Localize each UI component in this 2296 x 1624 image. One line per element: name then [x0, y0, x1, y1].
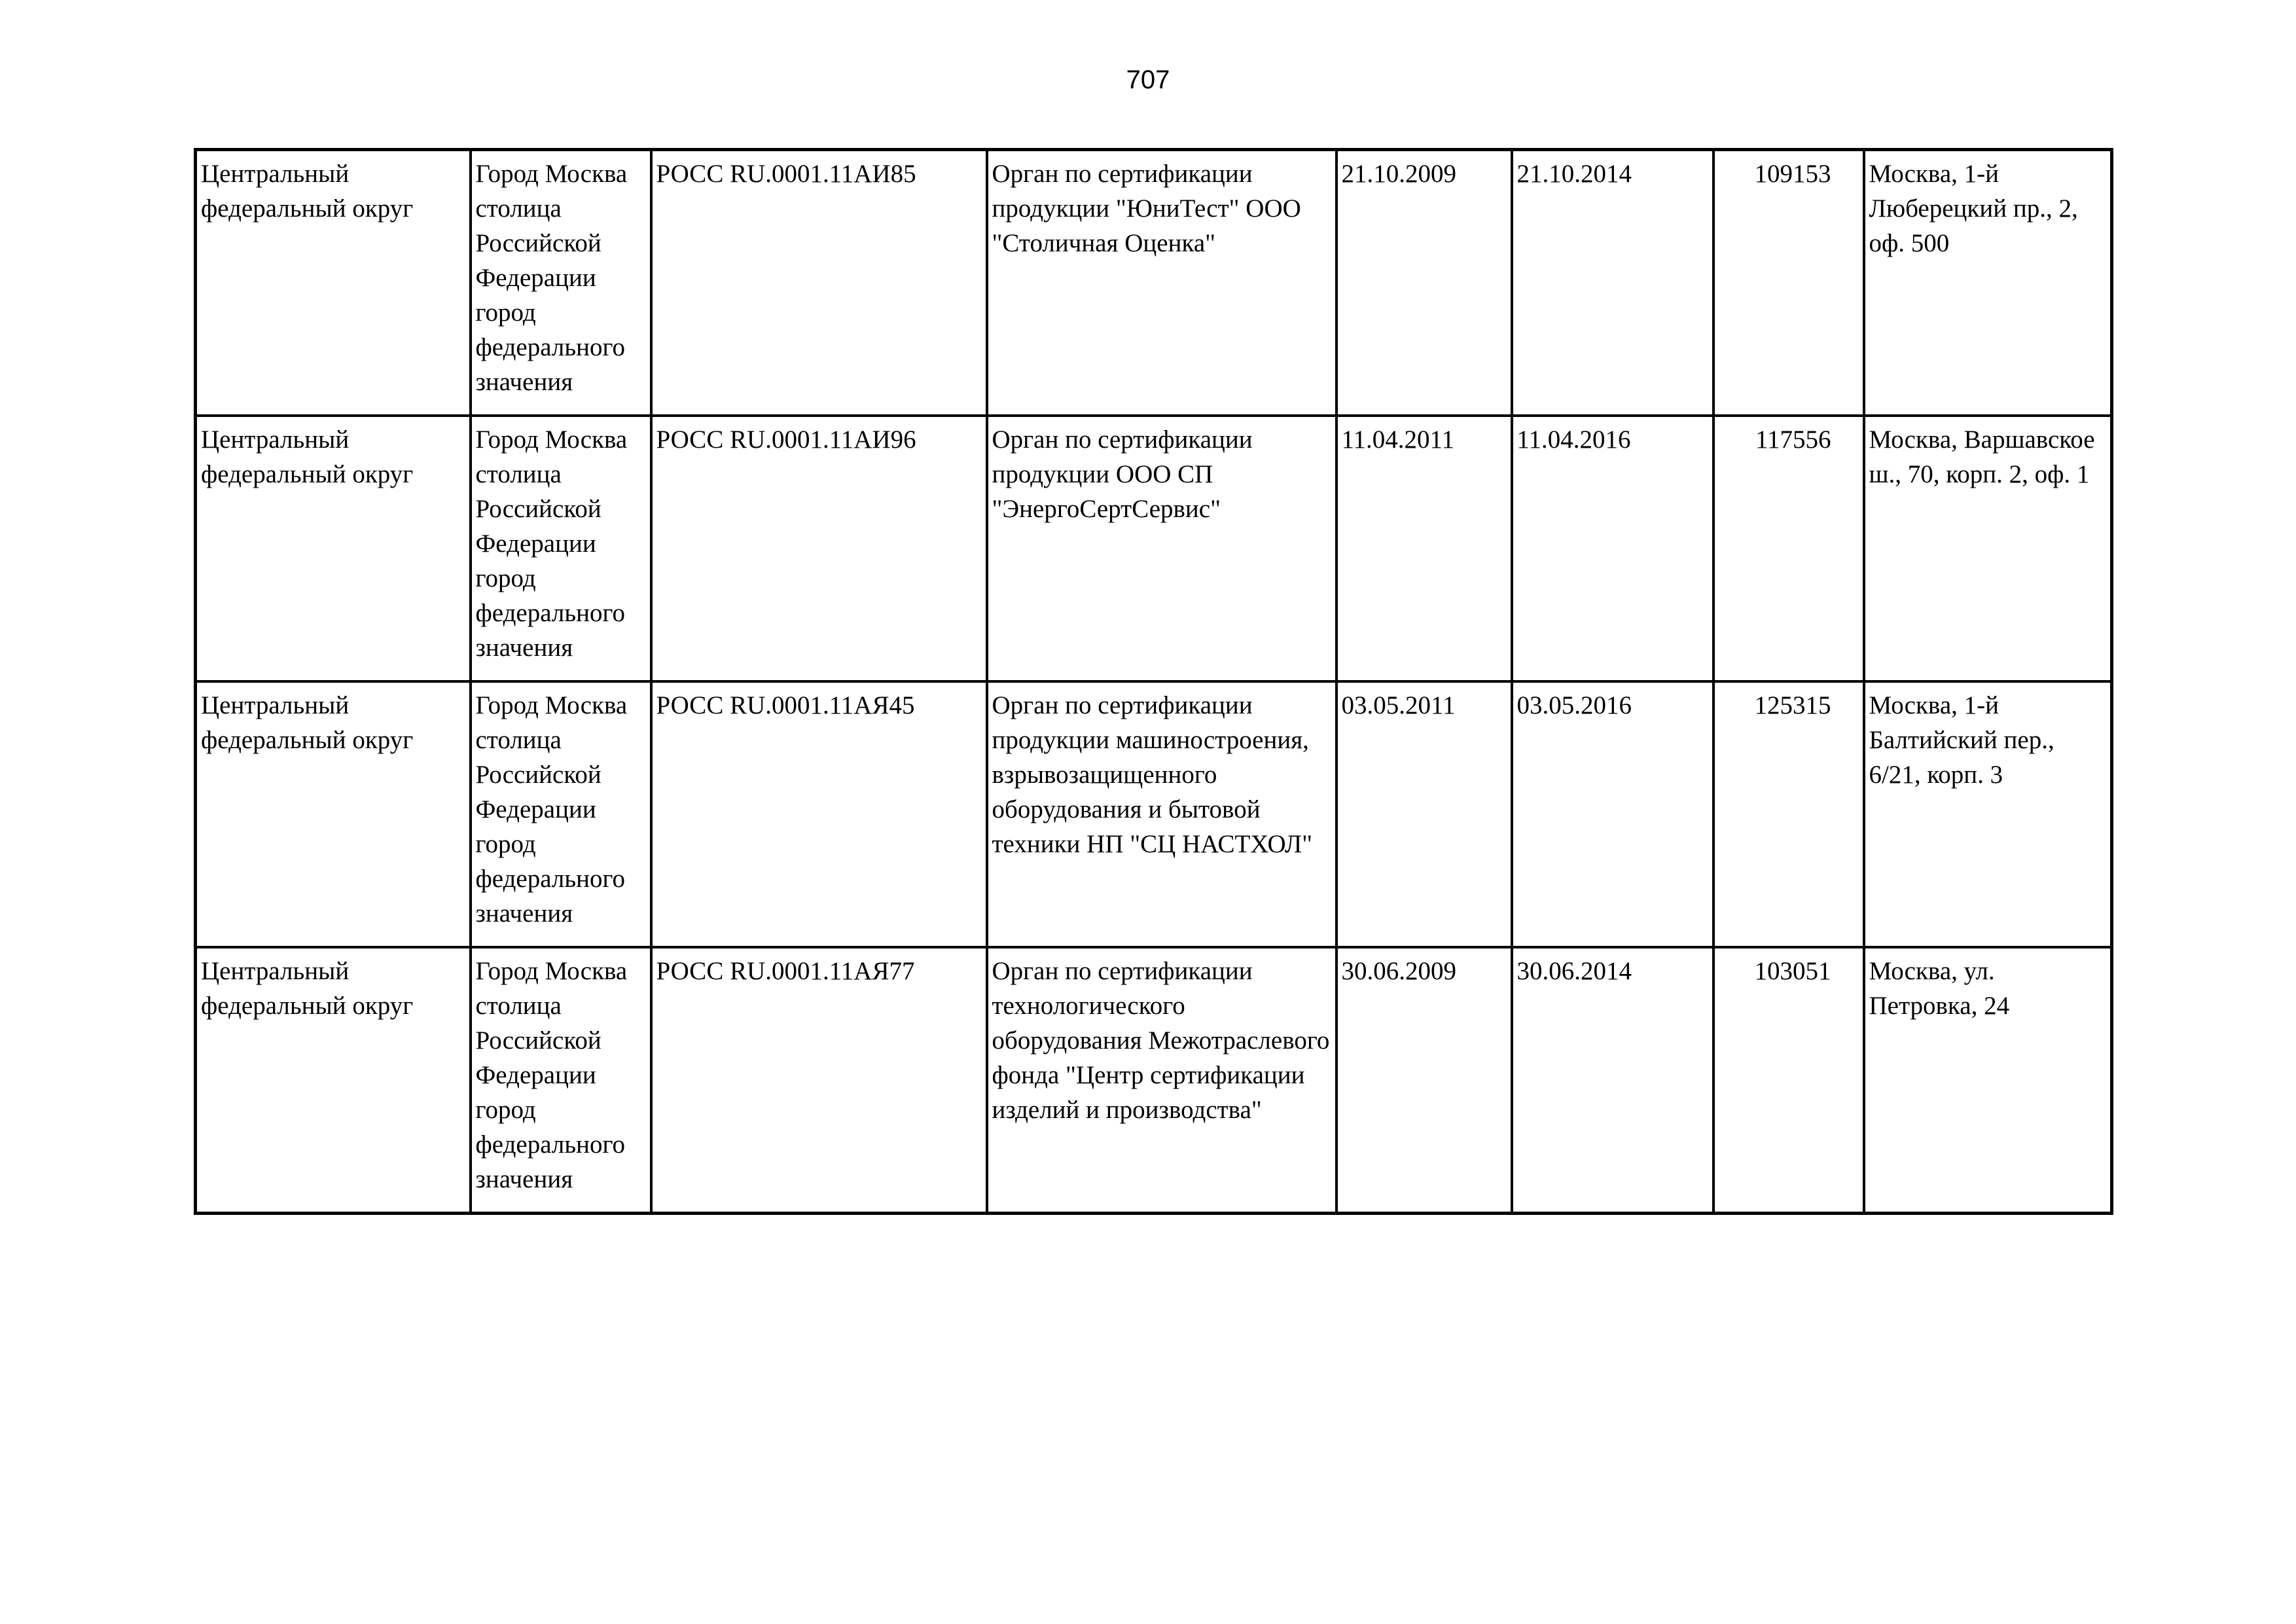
address-cell: Москва, 1-й Люберецкий пр., 2, оф. 500 [1864, 150, 2112, 416]
certification-registry-table [194, 148, 2113, 1215]
date-from-cell: 11.04.2011 [1336, 416, 1512, 681]
region-cell: Город Москва столица Российской Федерации город федерального значения [471, 681, 651, 947]
district-cell: Центральный федеральный округ [196, 150, 471, 416]
date-from-cell: 03.05.2011 [1336, 681, 1512, 947]
postal-code-cell: 117556 [1713, 416, 1864, 681]
address-cell: Москва, ул. Петровка, 24 [1864, 947, 2112, 1214]
date-to-cell: 30.06.2014 [1512, 947, 1713, 1214]
date-from-cell: 30.06.2009 [1336, 947, 1512, 1214]
region-cell: Город Москва столица Российской Федерации город федерального значения [471, 150, 651, 416]
reg-number-cell: РОСС RU.0001.11АЯ77 [651, 947, 987, 1214]
organization-cell: Орган по сертификации продукции ООО СП "ЭнергоСертСервис" [987, 416, 1336, 681]
date-to-cell: 03.05.2016 [1512, 681, 1713, 947]
address-cell: Москва, Варшавское ш., 70, корп. 2, оф. 1 [1864, 416, 2112, 681]
district-cell: Центральный федеральный округ [196, 947, 471, 1214]
table-row [196, 150, 2112, 416]
date-from-cell: 21.10.2009 [1336, 150, 1512, 416]
organization-cell: Орган по сертификации технологического оборудования Межотраслевого фонда "Центр сертификации изделий и производства" [987, 947, 1336, 1214]
address-cell: Москва, 1-й Балтийский пер., 6/21, корп. 3 [1864, 681, 2112, 947]
postal-code-cell: 109153 [1713, 150, 1864, 416]
region-cell: Город Москва столица Российской Федерации город федерального значения [471, 947, 651, 1214]
page-number: 707 [1126, 65, 1170, 94]
table-row [196, 681, 2112, 947]
reg-number-cell: РОСС RU.0001.11АЯ45 [651, 681, 987, 947]
postal-code-cell: 125315 [1713, 681, 1864, 947]
reg-number-cell: РОСС RU.0001.11АИ96 [651, 416, 987, 681]
date-to-cell: 11.04.2016 [1512, 416, 1713, 681]
postal-code-cell: 103051 [1713, 947, 1864, 1214]
district-cell: Центральный федеральный округ [196, 681, 471, 947]
reg-number-cell: РОСС RU.0001.11АИ85 [651, 150, 987, 416]
table-row [196, 416, 2112, 681]
date-to-cell: 21.10.2014 [1512, 150, 1713, 416]
organization-cell: Орган по сертификации продукции "ЮниТест" ООО "Столичная Оценка" [987, 150, 1336, 416]
table-row [196, 947, 2112, 1214]
organization-cell: Орган по сертификации продукции машиностроения, взрывозащищенного оборудования и бытовой техники НП "СЦ НАСТХОЛ" [987, 681, 1336, 947]
district-cell: Центральный федеральный округ [196, 416, 471, 681]
region-cell: Город Москва столица Российской Федерации город федерального значения [471, 416, 651, 681]
